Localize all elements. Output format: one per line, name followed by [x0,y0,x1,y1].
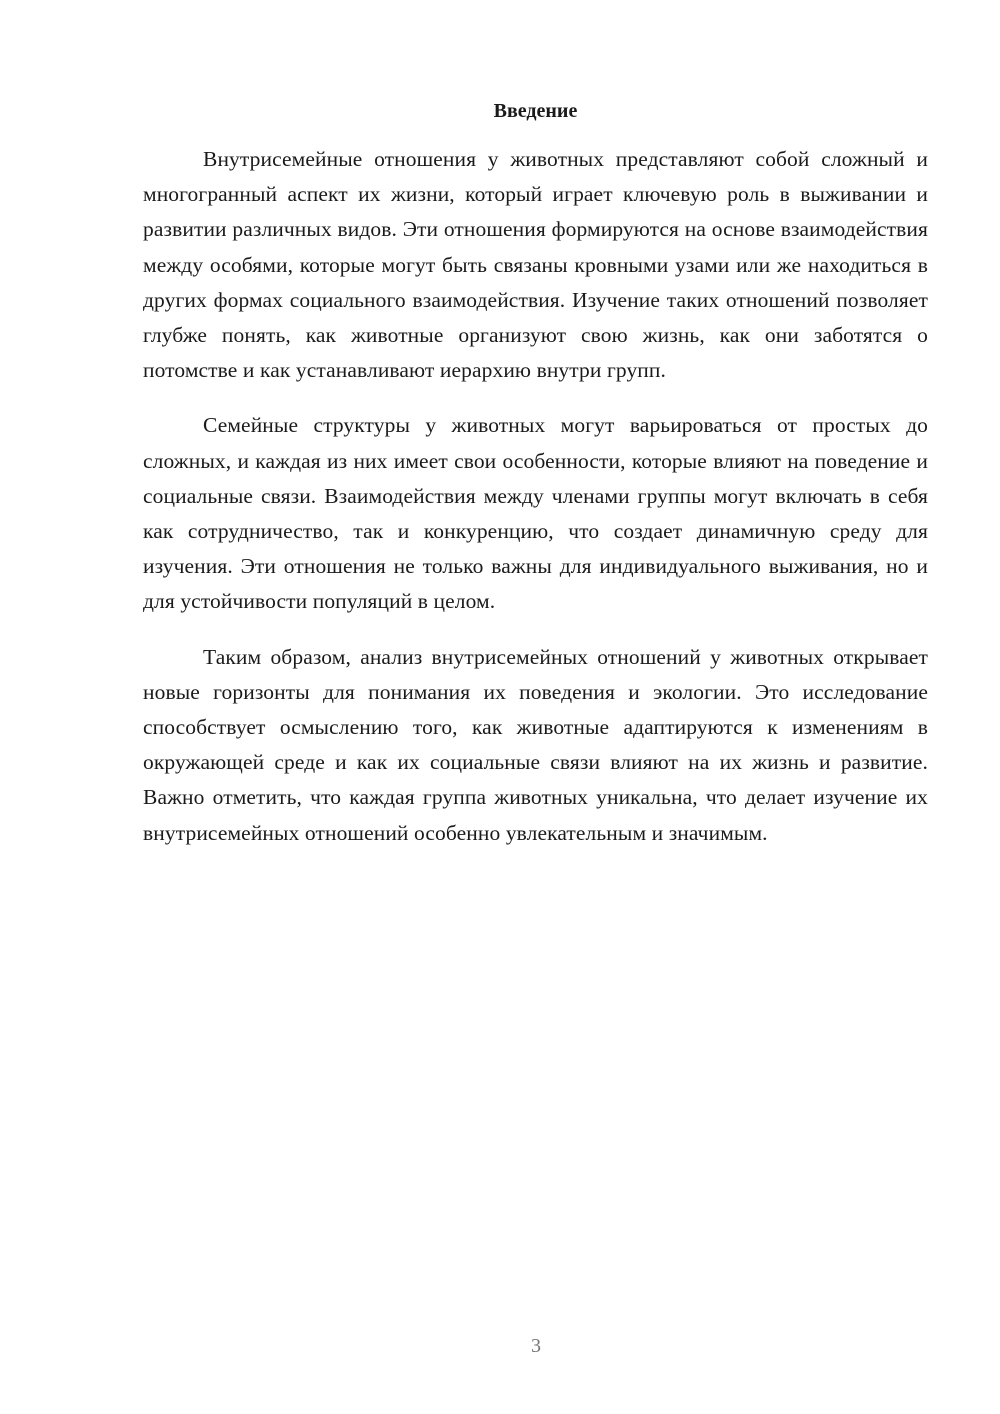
paragraph-1: Внутрисемейные отношения у животных представляют собой сложный и многогранный аспект их жизни, который играет ключевую роль в выживании и развитии различных видов. Эти отношения формируются на основе взаимодействия между особями, которые могут быть связаны кровными узами или же находиться в других формах социального взаимодействия. Изучение таких отношений позволяет глубже понять, как животные организуют свою жизнь, как они заботятся о потомстве и как устанавливают иерархию внутри групп. [143,147,928,383]
paragraph-2: Семейные структуры у животных могут варьироваться от простых до сложных, и каждая из них имеет свои особенности, которые влияют на поведение и социальные связи. Взаимодействия между членами группы могут включать в себя как сотрудничество, так и конкуренцию, что создает динамичную среду для изучения. Эти отношения не только важны для индивидуального выживания, но и для устойчивости популяций в целом. [143,413,928,614]
page-number: 3 [531,1335,541,1357]
paragraph-3: Таким образом, анализ внутрисемейных отношений у животных открывает новые горизонты для понимания их поведения и экологии. Это исследование способствует осмыслению того, как животные адаптируются к изменениям в окружающей среде и как их социальные связи влияют на их жизнь и развитие. Важно отметить, что каждая группа животных уникальна, что делает изучение их внутрисемейных отношений особенно увлекательным и значимым. [143,644,928,845]
page-title: Введение [493,100,578,122]
body-text [143,142,928,871]
